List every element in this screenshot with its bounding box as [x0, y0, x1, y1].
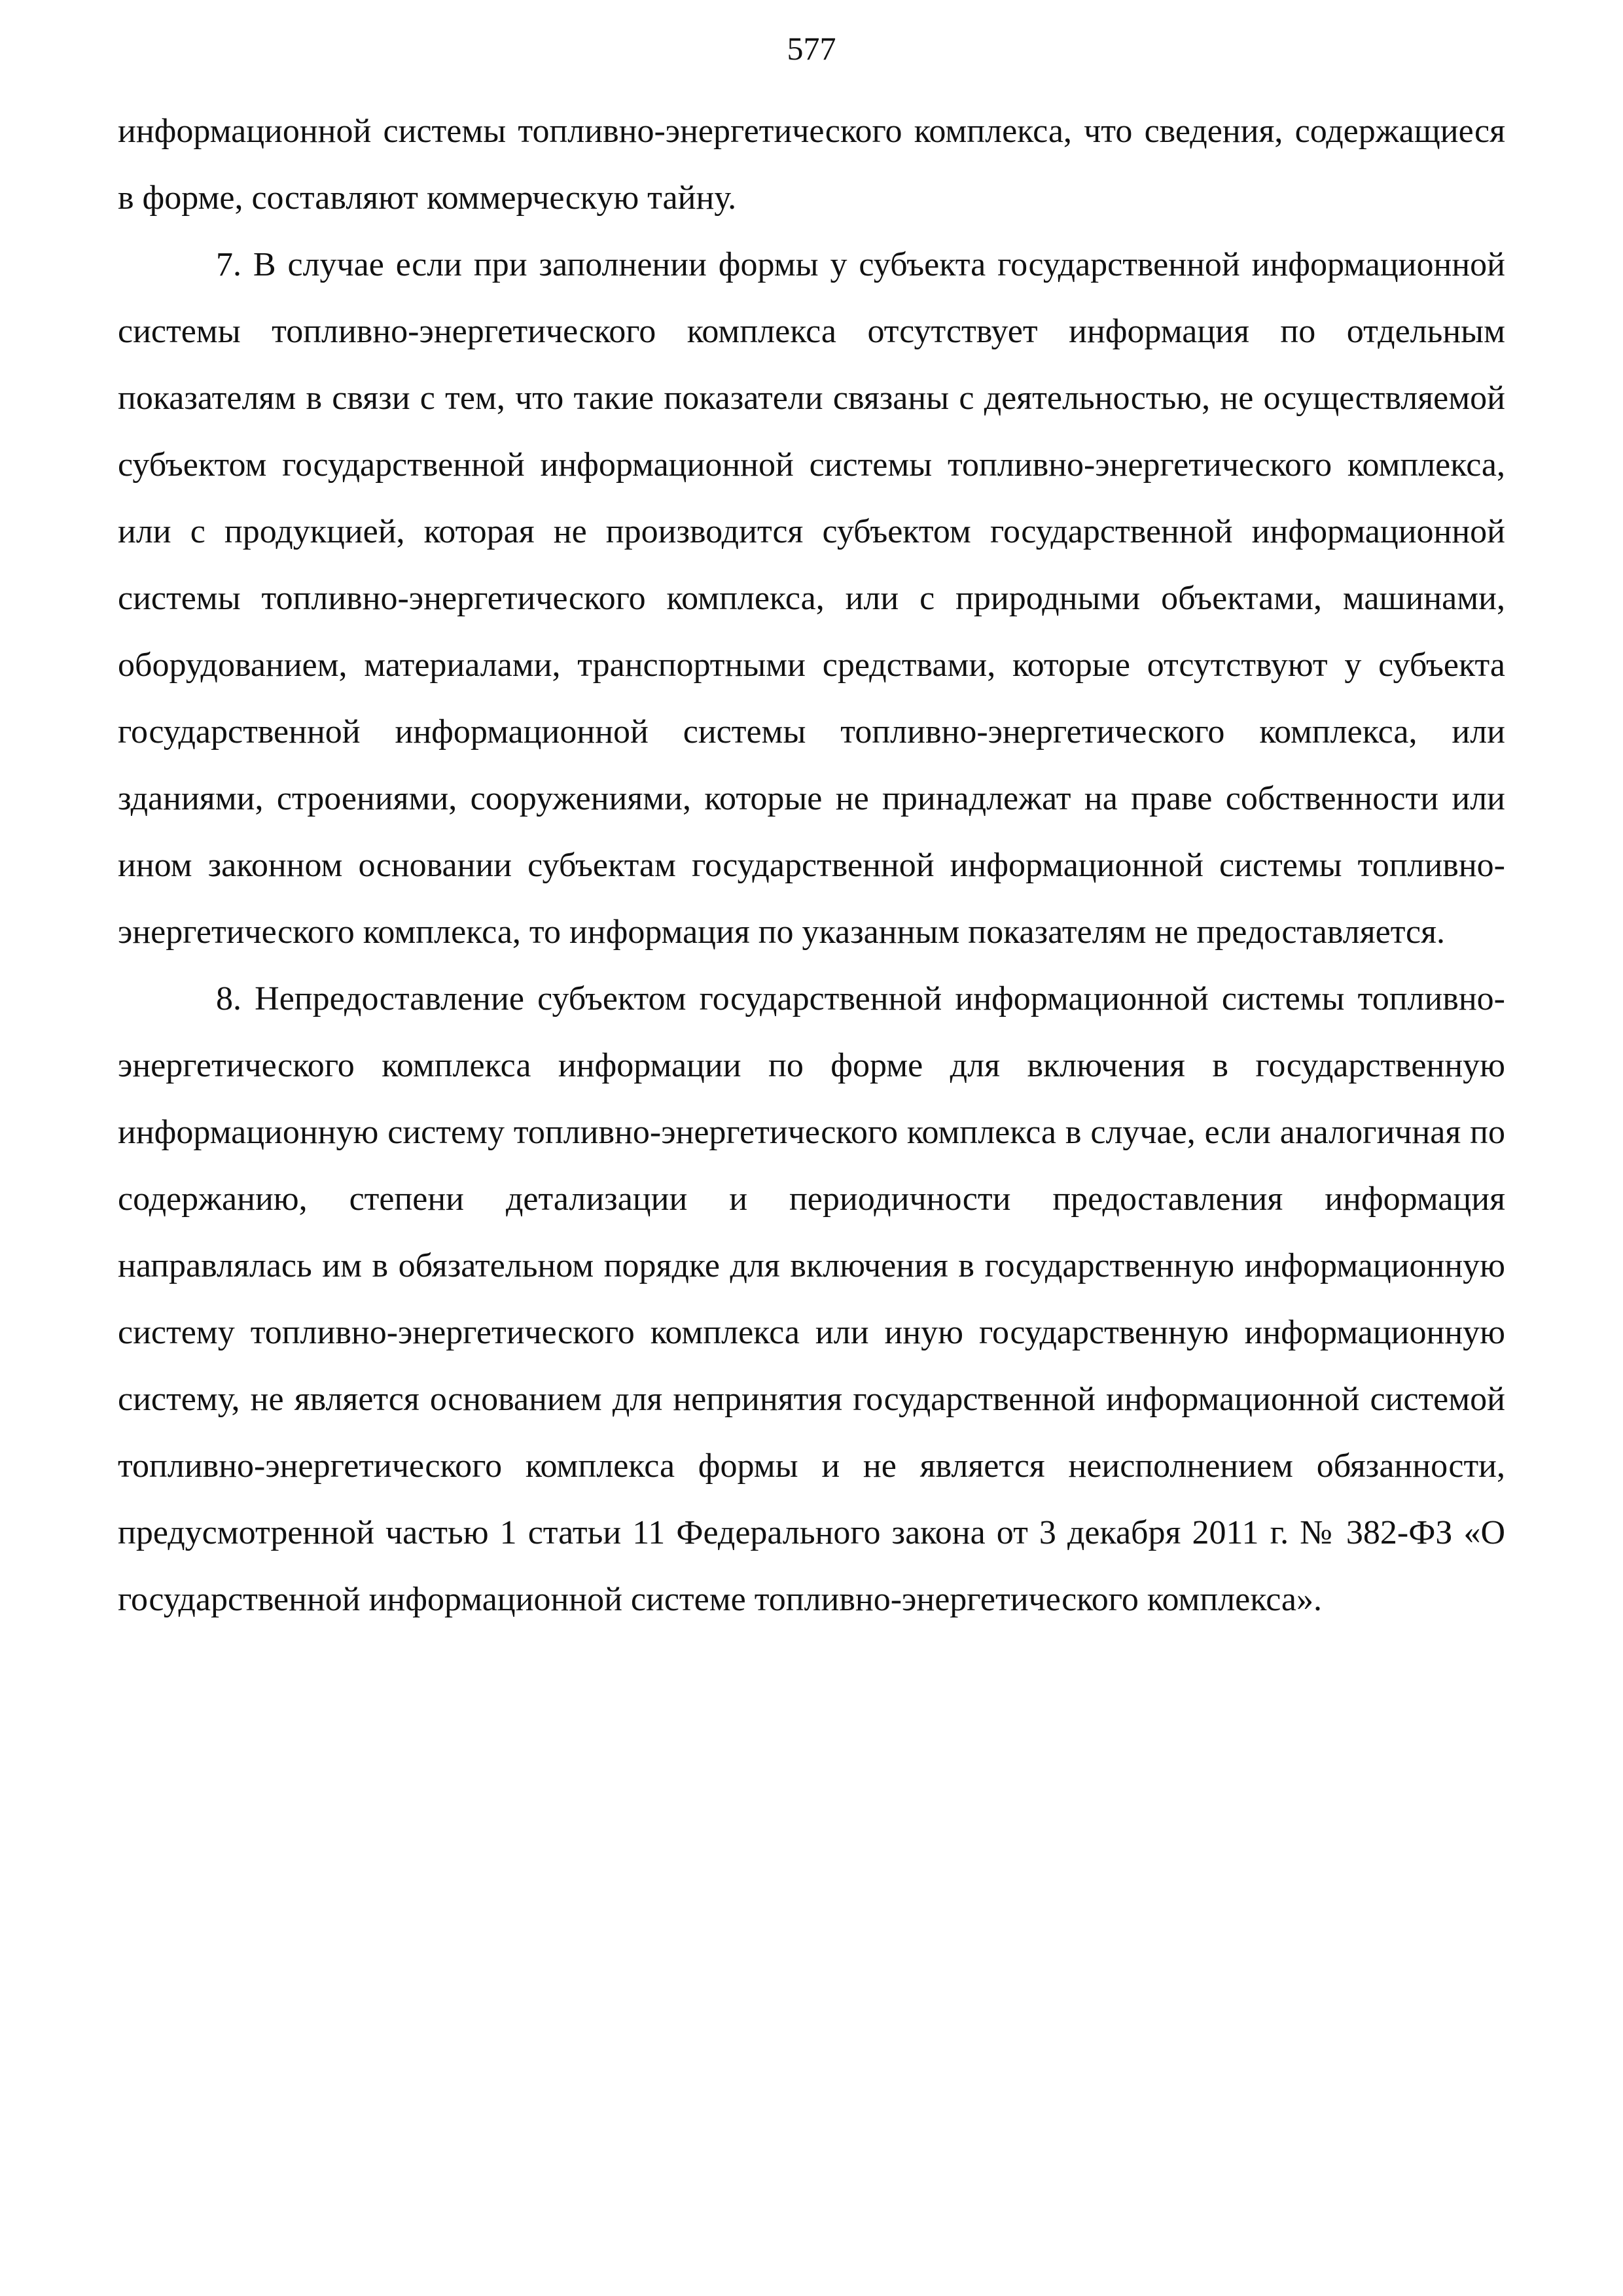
- paragraph-item-8: 8. Непредоставление субъектом государственной информационной системы топливно-энергетического комплекса информации по форме для включения в государственную информационную систему топливно-энергетического комплекса в случае, если аналогичная по содержанию, степени детализации и периодичности предоставления информация направлялась им в обязательном порядке для включения в государственную информационную систему топливно-энергетического комплекса или иную государственную информационную систему, не является основанием для непринятия государственной информационной системой топливно-энергетического комплекса формы и не является неисполнением обязанности, предусмотренной частью 1 статьи 11 Федерального закона от 3 декабря 2011 г. № 382-ФЗ «О государственной информационной системе топливно-энергетического комплекса».: [118, 980, 1505, 1618]
- paragraph-item-7: 7. В случае если при заполнении формы у субъекта государственной информационной системы топливно-энергетического комплекса отсутствует информация по отдельным показателям в связи с тем, что такие показатели связаны с деятельностью, не осуществляемой субъектом государственной информационной системы топливно-энергетического комплекса, или с продукцией, которая не производится субъектом государственной информационной системы топливно-энергетического комплекса, или с природными объектами, машинами, оборудованием, материалами, транспортными средствами, которые отсутствуют у субъекта государственной информационной системы топливно-энергетического комплекса, или зданиями, строениями, сооружениями, которые не принадлежат на праве собственности или ином законном основании субъектам государственной информационной системы топливно-энергетического комплекса, то информация по указанным показателям не предоставляется.: [118, 246, 1505, 951]
- document-body: [118, 98, 1505, 1633]
- page-number: 577: [787, 30, 836, 67]
- paragraph-continuation: информационной системы топливно-энергетического комплекса, что сведения, содержащиеся в форме, составляют коммерческую тайну.: [118, 113, 1505, 217]
